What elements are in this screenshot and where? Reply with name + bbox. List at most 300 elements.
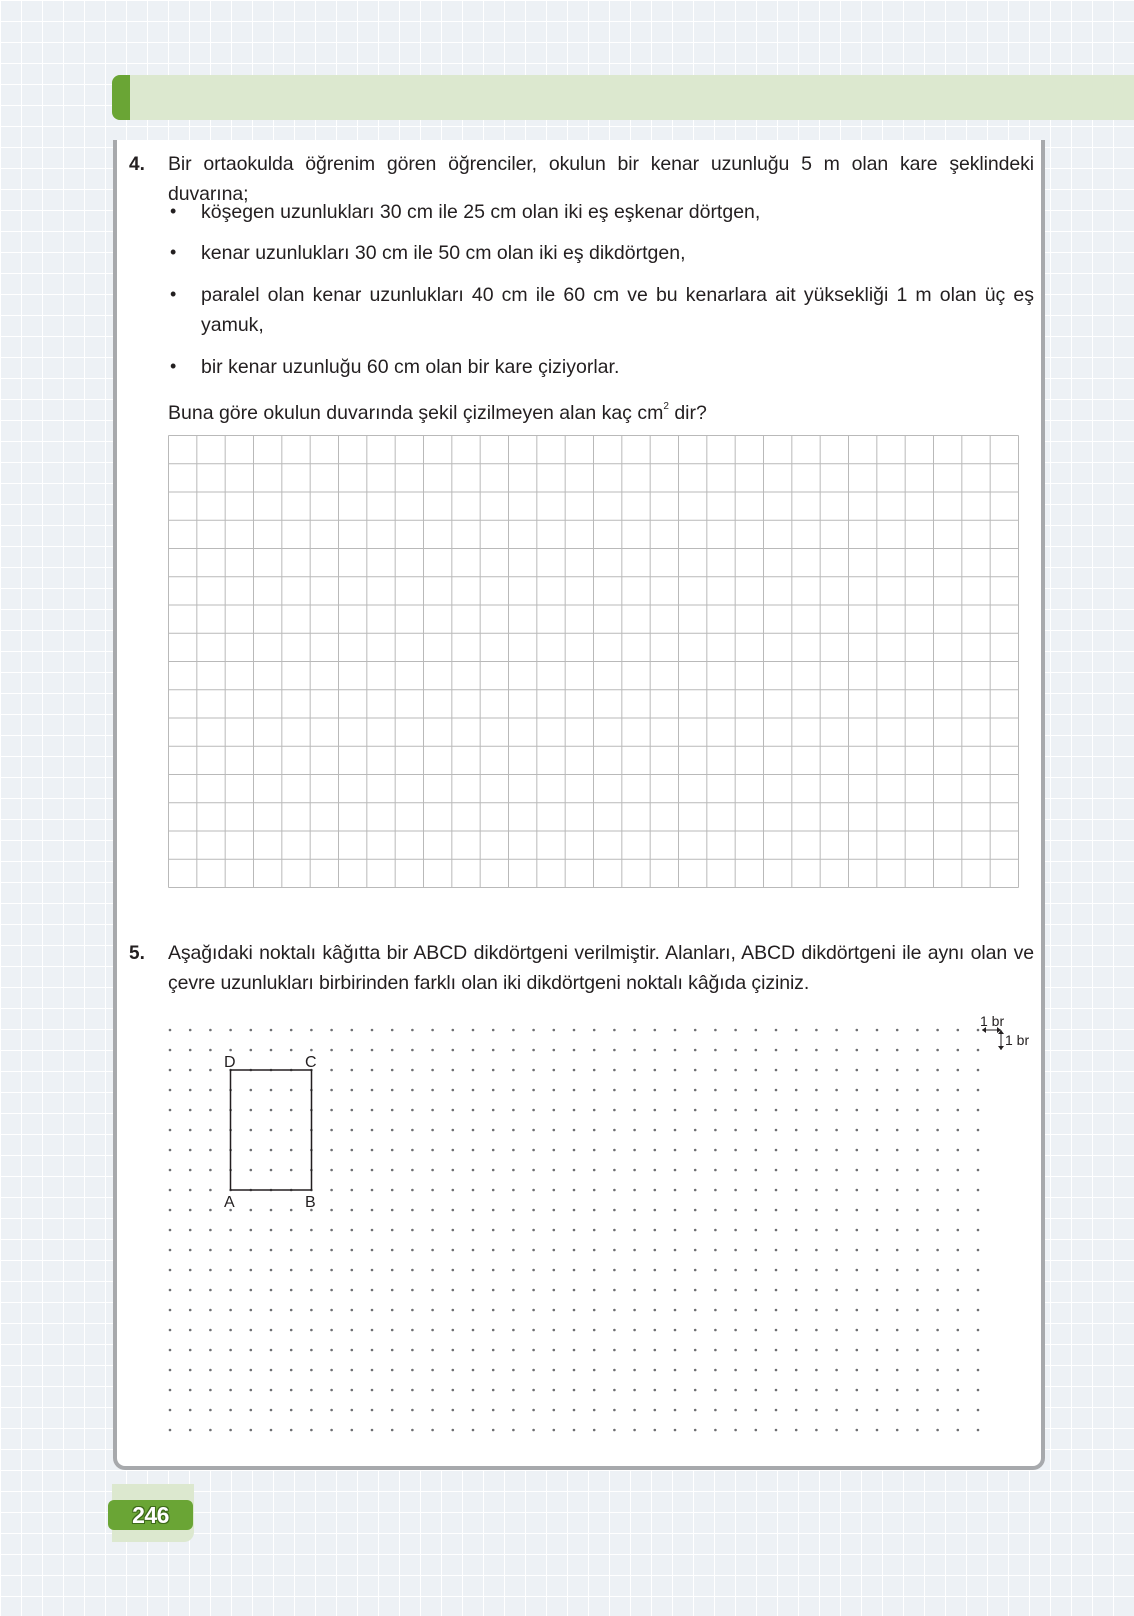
grid-dot — [977, 1189, 980, 1192]
grid-dot — [169, 1349, 172, 1352]
grid-dot — [310, 1049, 313, 1052]
grid-dot — [229, 1229, 232, 1232]
bullet-1-marker: • — [170, 201, 177, 221]
grid-dot — [896, 1409, 899, 1412]
grid-dot — [896, 1029, 899, 1032]
grid-dot — [553, 1369, 556, 1372]
grid-dot — [492, 1129, 495, 1132]
grid-dot — [613, 1289, 616, 1292]
grid-dot — [270, 1349, 273, 1352]
grid-dot — [431, 1289, 434, 1292]
grid-dot — [553, 1189, 556, 1192]
grid-dot — [815, 1309, 818, 1312]
grid-dot — [472, 1029, 475, 1032]
grid-dot — [431, 1429, 434, 1432]
grid-dot — [351, 1409, 354, 1412]
grid-dot — [371, 1049, 374, 1052]
grid-dot — [371, 1229, 374, 1232]
grid-dot — [371, 1129, 374, 1132]
grid-dot — [755, 1189, 758, 1192]
grid-dot — [613, 1169, 616, 1172]
grid-dot — [229, 1029, 232, 1032]
grid-dot — [977, 1269, 980, 1272]
grid-dot — [371, 1109, 374, 1112]
grid-dot — [815, 1049, 818, 1052]
grid-dot — [512, 1409, 515, 1412]
grid-dot — [310, 1229, 313, 1232]
grid-dot — [290, 1309, 293, 1312]
grid-dot — [431, 1149, 434, 1152]
grid-dot — [613, 1149, 616, 1152]
grid-dot — [977, 1369, 980, 1372]
grid-dot — [916, 1269, 919, 1272]
grid-dot — [229, 1369, 232, 1372]
grid-dot — [896, 1269, 899, 1272]
grid-dot — [573, 1369, 576, 1372]
grid-dot — [714, 1429, 717, 1432]
grid-dot — [775, 1129, 778, 1132]
grid-dot — [977, 1389, 980, 1392]
grid-dot — [775, 1309, 778, 1312]
grid-dot — [835, 1149, 838, 1152]
grid-dot — [876, 1349, 879, 1352]
bullet-4-marker: • — [170, 356, 177, 376]
grid-dot — [835, 1109, 838, 1112]
grid-dot — [876, 1269, 879, 1272]
grid-dot — [795, 1209, 798, 1212]
grid-dot — [856, 1369, 859, 1372]
grid-dot — [250, 1369, 253, 1372]
grid-dot — [573, 1269, 576, 1272]
grid-dot — [856, 1229, 859, 1232]
grid-dot — [957, 1309, 960, 1312]
grid-dot — [714, 1329, 717, 1332]
grid-dot — [896, 1329, 899, 1332]
grid-dot — [472, 1129, 475, 1132]
bullet-1-text: köşegen uzunlukları 30 cm ile 25 cm olan iki eş eşkenar dörtgen, — [201, 201, 761, 223]
grid-dot — [977, 1429, 980, 1432]
grid-dot — [633, 1429, 636, 1432]
grid-dot — [573, 1229, 576, 1232]
grid-dot — [189, 1369, 192, 1372]
grid-dot — [856, 1249, 859, 1252]
grid-dot — [835, 1169, 838, 1172]
grid-dot — [371, 1209, 374, 1212]
grid-dot — [593, 1409, 596, 1412]
grid-dot — [755, 1129, 758, 1132]
grid-dot — [351, 1349, 354, 1352]
grid-dot — [795, 1289, 798, 1292]
grid-dot — [755, 1149, 758, 1152]
grid-dot — [977, 1249, 980, 1252]
grid-dot — [452, 1389, 455, 1392]
grid-dot — [654, 1249, 657, 1252]
grid-dot — [593, 1169, 596, 1172]
grid-dot — [371, 1369, 374, 1372]
grid-dot — [371, 1149, 374, 1152]
grid-dot — [250, 1269, 253, 1272]
grid-dot — [431, 1349, 434, 1352]
grid-dot — [330, 1029, 333, 1032]
grid-dot — [169, 1069, 172, 1072]
grid-dot — [573, 1029, 576, 1032]
grid-dot — [250, 1169, 253, 1172]
grid-dot — [977, 1089, 980, 1092]
grid-dot — [876, 1089, 879, 1092]
grid-dot — [835, 1209, 838, 1212]
grid-dot — [755, 1209, 758, 1212]
grid-dot — [189, 1349, 192, 1352]
grid-dot — [714, 1309, 717, 1312]
grid-dot — [250, 1329, 253, 1332]
grid-dot — [714, 1409, 717, 1412]
question-5-text: Aşağıdaki noktalı kâğıtta bir ABCD dikdörtgeni verilmiştir. Alanları, ABCD dikdörtgeni ile aynı olan ve çevre uzunlukları birbirinden farklı olan iki dikdörtgeni noktalı kâğıda çiziniz. — [168, 942, 1034, 994]
grid-dot — [957, 1089, 960, 1092]
grid-dot — [734, 1349, 737, 1352]
grid-dot — [896, 1249, 899, 1252]
grid-dot — [734, 1189, 737, 1192]
grid-dot — [209, 1329, 212, 1332]
grid-dot — [452, 1069, 455, 1072]
grid-dot — [654, 1069, 657, 1072]
grid-dot — [977, 1349, 980, 1352]
grid-dot — [512, 1029, 515, 1032]
grid-dot — [492, 1329, 495, 1332]
grid-dot — [532, 1349, 535, 1352]
grid-dot — [714, 1349, 717, 1352]
grid-dot — [553, 1289, 556, 1292]
grid-dot — [351, 1229, 354, 1232]
grid-dot — [452, 1349, 455, 1352]
grid-dot — [613, 1269, 616, 1272]
grid-dot — [896, 1109, 899, 1112]
grid-dot — [573, 1049, 576, 1052]
grid-dot — [270, 1169, 273, 1172]
grid-dot — [613, 1309, 616, 1312]
grid-dot — [775, 1349, 778, 1352]
grid-dot — [532, 1249, 535, 1252]
grid-dot — [189, 1249, 192, 1252]
grid-dot — [936, 1109, 939, 1112]
grid-dot — [714, 1029, 717, 1032]
grid-dot — [654, 1109, 657, 1112]
grid-dot — [856, 1169, 859, 1172]
grid-dot — [209, 1189, 212, 1192]
grid-dot — [250, 1309, 253, 1312]
grid-dot — [835, 1089, 838, 1092]
grid-dot — [714, 1089, 717, 1092]
grid-dot — [936, 1149, 939, 1152]
grid-dot — [734, 1049, 737, 1052]
grid-dot — [512, 1089, 515, 1092]
grid-dot — [431, 1229, 434, 1232]
grid-dot — [674, 1409, 677, 1412]
grid-dot — [815, 1249, 818, 1252]
grid-dot — [411, 1069, 414, 1072]
grid-dot — [209, 1089, 212, 1092]
grid-dot — [835, 1429, 838, 1432]
grid-dot — [936, 1329, 939, 1332]
grid-dot — [351, 1269, 354, 1272]
grid-dot — [593, 1329, 596, 1332]
grid-dot — [411, 1329, 414, 1332]
grid-dot — [674, 1429, 677, 1432]
grid-dot — [613, 1429, 616, 1432]
grid-dot — [189, 1129, 192, 1132]
grid-dot — [896, 1349, 899, 1352]
grid-dot — [896, 1369, 899, 1372]
grid-dot — [714, 1129, 717, 1132]
grid-dot — [977, 1069, 980, 1072]
grid-dot — [654, 1049, 657, 1052]
grid-dot — [573, 1429, 576, 1432]
grid-dot — [532, 1389, 535, 1392]
grid-dot — [189, 1149, 192, 1152]
grid-dot — [936, 1249, 939, 1252]
grid-dot — [674, 1389, 677, 1392]
grid-dot — [411, 1269, 414, 1272]
grid-dot — [613, 1129, 616, 1132]
grid-dot — [856, 1329, 859, 1332]
grid-dot — [896, 1189, 899, 1192]
grid-dot — [957, 1169, 960, 1172]
grid-dot — [977, 1029, 980, 1032]
bullet-2-marker: • — [170, 242, 177, 262]
grid-dot — [492, 1229, 495, 1232]
grid-dot — [654, 1149, 657, 1152]
grid-dot — [674, 1229, 677, 1232]
grid-dot — [250, 1389, 253, 1392]
grid-dot — [472, 1369, 475, 1372]
grid-dot — [472, 1149, 475, 1152]
grid-dot — [654, 1329, 657, 1332]
grid-dot — [694, 1309, 697, 1312]
grid-dot — [391, 1369, 394, 1372]
grid-dot — [896, 1389, 899, 1392]
question-4-prompt — [168, 402, 707, 425]
grid-dot — [411, 1429, 414, 1432]
grid-dot — [573, 1169, 576, 1172]
grid-dot — [856, 1389, 859, 1392]
grid-dot — [714, 1049, 717, 1052]
grid-dot — [654, 1189, 657, 1192]
grid-dot — [734, 1029, 737, 1032]
grid-dot — [250, 1249, 253, 1252]
grid-dot — [492, 1269, 495, 1272]
grid-dot — [310, 1029, 313, 1032]
grid-dot — [957, 1069, 960, 1072]
grid-dot — [553, 1269, 556, 1272]
grid-dot — [310, 1269, 313, 1272]
grid-dot — [371, 1189, 374, 1192]
grid-dot — [290, 1389, 293, 1392]
grid-dot — [270, 1229, 273, 1232]
grid-dot — [189, 1269, 192, 1272]
grid-dot — [593, 1029, 596, 1032]
grid-dot — [512, 1249, 515, 1252]
grid-dot — [411, 1349, 414, 1352]
grid-dot — [654, 1269, 657, 1272]
grid-dot — [330, 1289, 333, 1292]
grid-dot — [452, 1089, 455, 1092]
grid-dot — [553, 1409, 556, 1412]
grid-dot — [492, 1309, 495, 1312]
grid-dot — [391, 1389, 394, 1392]
grid-dot — [775, 1149, 778, 1152]
grid-dot — [936, 1129, 939, 1132]
grid-dot — [553, 1089, 556, 1092]
grid-dot — [835, 1189, 838, 1192]
grid-dot — [553, 1029, 556, 1032]
grid-dot — [714, 1269, 717, 1272]
grid-dot — [371, 1169, 374, 1172]
grid-dot — [734, 1309, 737, 1312]
grid-dot — [734, 1169, 737, 1172]
grid-dot — [674, 1249, 677, 1252]
grid-dot — [169, 1409, 172, 1412]
grid-dot — [270, 1089, 273, 1092]
grid-dot — [330, 1069, 333, 1072]
grid-dot — [674, 1149, 677, 1152]
grid-dot — [431, 1089, 434, 1092]
grid-dot — [391, 1429, 394, 1432]
grid-dot — [856, 1409, 859, 1412]
grid-dot — [936, 1349, 939, 1352]
grid-dot — [593, 1189, 596, 1192]
grid-dot — [391, 1029, 394, 1032]
header-accent — [112, 75, 130, 120]
grid-dot — [209, 1129, 212, 1132]
page-number: 246 — [108, 1500, 193, 1530]
grid-dot — [270, 1409, 273, 1412]
grid-dot — [532, 1089, 535, 1092]
grid-dot — [674, 1269, 677, 1272]
grid-dot — [674, 1369, 677, 1372]
grid-dot — [512, 1309, 515, 1312]
grid-dot — [391, 1329, 394, 1332]
grid-dot — [452, 1189, 455, 1192]
grid-dot — [512, 1349, 515, 1352]
grid-dot — [351, 1249, 354, 1252]
grid-dot — [593, 1309, 596, 1312]
grid-dot — [452, 1109, 455, 1112]
grid-dot — [492, 1049, 495, 1052]
label-d: D — [224, 1054, 236, 1071]
grid-dot — [169, 1029, 172, 1032]
grid-dot — [775, 1029, 778, 1032]
grid-dot — [815, 1229, 818, 1232]
grid-dot — [593, 1269, 596, 1272]
grid-dot — [613, 1369, 616, 1372]
grid-dot — [755, 1429, 758, 1432]
grid-dot — [532, 1069, 535, 1072]
grid-dot — [896, 1209, 899, 1212]
grid-dot — [512, 1429, 515, 1432]
grid-dot — [694, 1289, 697, 1292]
grid-dot — [734, 1289, 737, 1292]
grid-dot — [169, 1429, 172, 1432]
grid-dot — [532, 1309, 535, 1312]
grid-dot — [775, 1389, 778, 1392]
grid-dot — [795, 1109, 798, 1112]
grid-dot — [734, 1209, 737, 1212]
grid-dot — [391, 1209, 394, 1212]
grid-dot — [209, 1409, 212, 1412]
grid-dot — [472, 1429, 475, 1432]
grid-dot — [633, 1249, 636, 1252]
grid-dot — [290, 1209, 293, 1212]
grid-dot — [734, 1089, 737, 1092]
grid-dot — [573, 1109, 576, 1112]
grid-dot — [755, 1169, 758, 1172]
grid-dot — [876, 1369, 879, 1372]
grid-dot — [916, 1389, 919, 1392]
grid-dot — [775, 1229, 778, 1232]
grid-dot — [189, 1409, 192, 1412]
grid-dot — [431, 1249, 434, 1252]
grid-dot — [633, 1149, 636, 1152]
grid-dot — [371, 1409, 374, 1412]
grid-dot — [977, 1289, 980, 1292]
grid-dot — [472, 1089, 475, 1092]
grid-dot — [734, 1229, 737, 1232]
grid-dot — [270, 1289, 273, 1292]
grid-dot — [553, 1209, 556, 1212]
grid-dot — [411, 1369, 414, 1372]
grid-dot — [795, 1029, 798, 1032]
grid-dot — [714, 1249, 717, 1252]
grid-dot — [492, 1089, 495, 1092]
grid-dot — [957, 1349, 960, 1352]
grid-dot — [169, 1109, 172, 1112]
grid-dot — [815, 1189, 818, 1192]
grid-dot — [876, 1029, 879, 1032]
grid-dot — [411, 1149, 414, 1152]
grid-dot — [775, 1089, 778, 1092]
grid-dot — [613, 1249, 616, 1252]
grid-dot — [330, 1189, 333, 1192]
grid-dot — [775, 1269, 778, 1272]
grid-dot — [189, 1209, 192, 1212]
grid-dot — [189, 1329, 192, 1332]
grid-dot — [492, 1369, 495, 1372]
grid-dot — [835, 1069, 838, 1072]
grid-dot — [755, 1309, 758, 1312]
grid-dot — [472, 1309, 475, 1312]
grid-dot — [492, 1209, 495, 1212]
grid-dot — [654, 1029, 657, 1032]
grid-dot — [977, 1209, 980, 1212]
grid-dot — [876, 1429, 879, 1432]
grid-dot — [714, 1169, 717, 1172]
grid-dot — [512, 1049, 515, 1052]
grid-dot — [310, 1389, 313, 1392]
grid-dot — [755, 1329, 758, 1332]
grid-dot — [391, 1189, 394, 1192]
grid-dot — [351, 1169, 354, 1172]
grid-dot — [553, 1389, 556, 1392]
grid-dot — [795, 1269, 798, 1272]
grid-dot — [411, 1129, 414, 1132]
grid-dot — [229, 1329, 232, 1332]
grid-dot — [512, 1229, 515, 1232]
grid-dot — [411, 1309, 414, 1312]
grid-dot — [835, 1389, 838, 1392]
grid-dot — [876, 1169, 879, 1172]
grid-dot — [936, 1369, 939, 1372]
grid-dot — [613, 1109, 616, 1112]
grid-dot — [815, 1109, 818, 1112]
